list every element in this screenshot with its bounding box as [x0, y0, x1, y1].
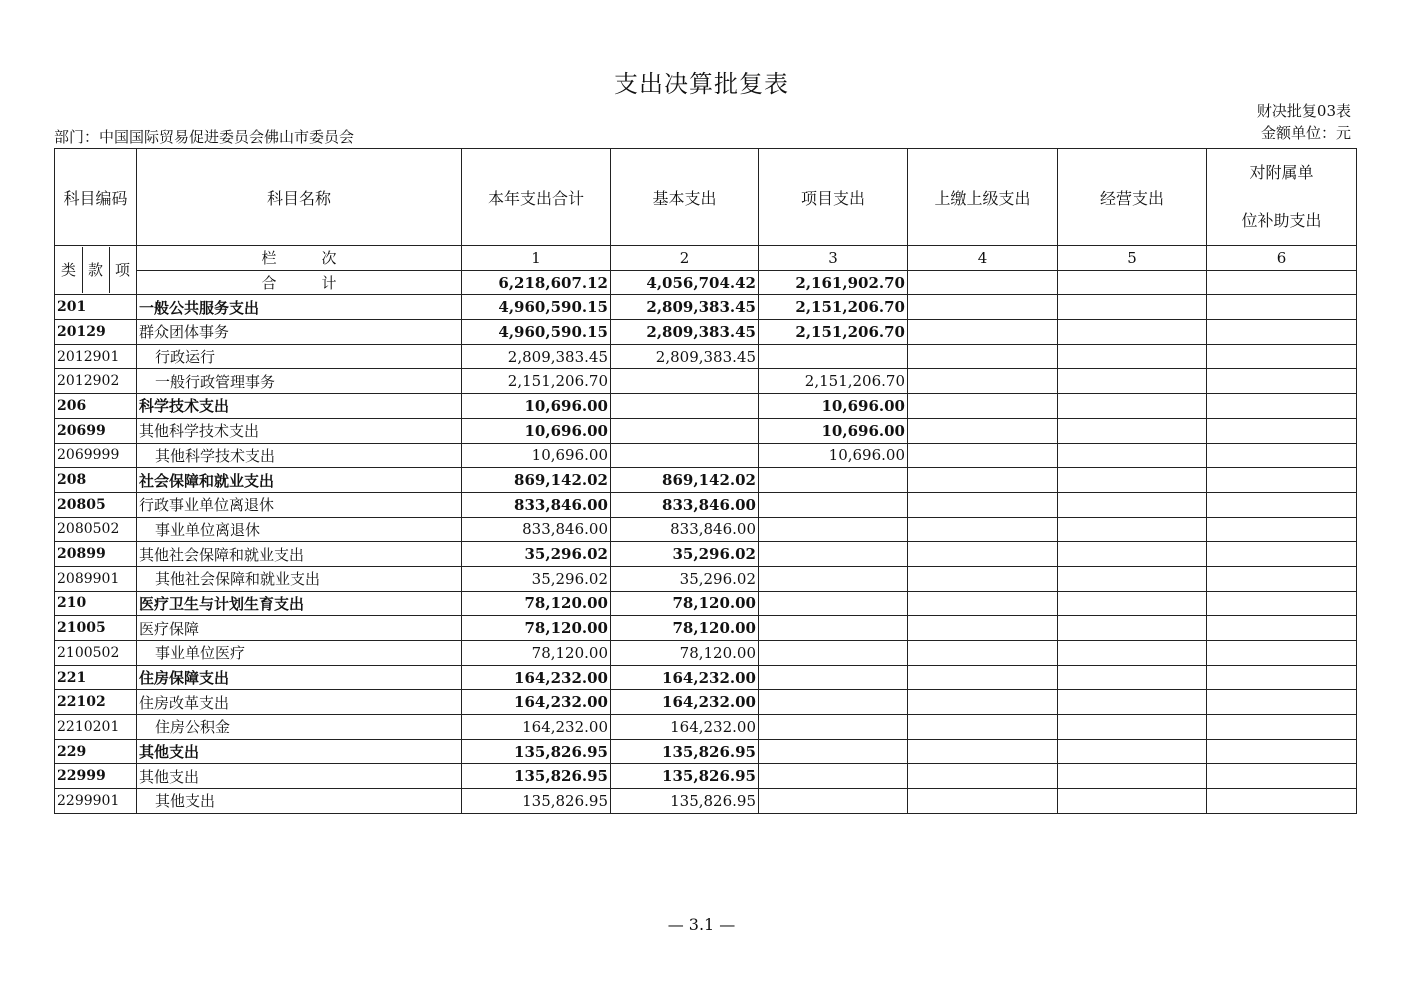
row-basic: 164,232.00	[611, 690, 759, 715]
row-name: 医疗卫生与计划生育支出	[137, 591, 462, 616]
row-total: 135,826.95	[462, 739, 611, 764]
row-project	[759, 641, 908, 666]
row-basic: 135,826.95	[611, 789, 759, 814]
row-upper	[908, 492, 1058, 517]
row-total: 10,696.00	[462, 394, 611, 419]
row-project: 10,696.00	[759, 443, 908, 468]
row-project	[759, 517, 908, 542]
row-project	[759, 616, 908, 641]
row-subsidy	[1207, 344, 1357, 369]
col-index-1: 1	[462, 246, 611, 271]
row-subsidy	[1207, 418, 1357, 443]
row-project	[759, 690, 908, 715]
row-code: 2080502	[55, 517, 137, 542]
row-upper	[908, 715, 1058, 740]
row-project	[759, 492, 908, 517]
row-total: 833,846.00	[462, 492, 611, 517]
row-project: 2,151,206.70	[759, 320, 908, 345]
table-row	[55, 295, 1357, 320]
row-upper	[908, 764, 1058, 789]
row-upper	[908, 789, 1058, 814]
row-project: 10,696.00	[759, 418, 908, 443]
row-subsidy	[1207, 739, 1357, 764]
row-name: 其他科学技术支出	[137, 443, 462, 468]
lei-label: 类	[56, 247, 83, 293]
row-name: 住房保障支出	[137, 665, 462, 690]
category-level-labels	[55, 246, 137, 295]
row-business	[1058, 641, 1207, 666]
table-row	[55, 517, 1357, 542]
row-business	[1058, 320, 1207, 345]
row-name: 行政事业单位离退休	[137, 492, 462, 517]
row-basic: 78,120.00	[611, 616, 759, 641]
lanci-label: 栏 次	[137, 246, 462, 271]
row-business	[1058, 789, 1207, 814]
col-index-5: 5	[1058, 246, 1207, 271]
row-upper	[908, 591, 1058, 616]
kuan-label: 款	[83, 247, 110, 293]
row-project: 10,696.00	[759, 394, 908, 419]
row-basic: 78,120.00	[611, 591, 759, 616]
row-total: 4,960,590.15	[462, 320, 611, 345]
row-code: 210	[55, 591, 137, 616]
row-subsidy	[1207, 468, 1357, 493]
row-code: 2012901	[55, 344, 137, 369]
row-code: 221	[55, 665, 137, 690]
row-project	[759, 566, 908, 591]
row-business	[1058, 443, 1207, 468]
col-index-4: 4	[908, 246, 1058, 271]
row-code: 229	[55, 739, 137, 764]
row-basic: 164,232.00	[611, 665, 759, 690]
row-upper	[908, 295, 1058, 320]
row-business	[1058, 394, 1207, 419]
row-total: 869,142.02	[462, 468, 611, 493]
table-row	[55, 715, 1357, 740]
row-name: 社会保障和就业支出	[137, 468, 462, 493]
row-subsidy	[1207, 566, 1357, 591]
row-subsidy	[1207, 517, 1357, 542]
row-business	[1058, 344, 1207, 369]
row-business	[1058, 492, 1207, 517]
row-basic: 2,809,383.45	[611, 320, 759, 345]
row-total: 833,846.00	[462, 517, 611, 542]
row-project	[759, 789, 908, 814]
row-code: 2210201	[55, 715, 137, 740]
table-row	[55, 394, 1357, 419]
row-basic: 35,296.02	[611, 566, 759, 591]
row-name: 住房改革支出	[137, 690, 462, 715]
row-name: 一般公共服务支出	[137, 295, 462, 320]
col-index-6: 6	[1207, 246, 1357, 271]
header-business: 经营支出	[1058, 149, 1207, 246]
row-total: 35,296.02	[462, 542, 611, 567]
table-row	[55, 764, 1357, 789]
row-total: 78,120.00	[462, 591, 611, 616]
grand-total-business	[1058, 270, 1207, 295]
row-upper	[908, 566, 1058, 591]
department-label: 部门：中国国际贸易促进委员会佛山市委员会	[54, 128, 355, 146]
row-subsidy	[1207, 492, 1357, 517]
row-project	[759, 591, 908, 616]
row-total: 135,826.95	[462, 789, 611, 814]
row-name: 医疗保障	[137, 616, 462, 641]
header-row	[55, 149, 1357, 246]
row-basic	[611, 369, 759, 394]
row-business	[1058, 739, 1207, 764]
header-subsidy	[1207, 149, 1357, 246]
row-code: 2089901	[55, 566, 137, 591]
form-number: 财决批复03表	[1256, 102, 1351, 120]
row-upper	[908, 369, 1058, 394]
row-upper	[908, 616, 1058, 641]
grand-total-row	[55, 270, 1357, 295]
row-total: 35,296.02	[462, 566, 611, 591]
table-row	[55, 320, 1357, 345]
row-project	[759, 468, 908, 493]
header-total: 本年支出合计	[462, 149, 611, 246]
row-business	[1058, 715, 1207, 740]
row-business	[1058, 468, 1207, 493]
row-subsidy	[1207, 789, 1357, 814]
row-business	[1058, 418, 1207, 443]
table-row	[55, 468, 1357, 493]
row-total: 164,232.00	[462, 690, 611, 715]
row-code: 22102	[55, 690, 137, 715]
row-subsidy	[1207, 542, 1357, 567]
col-index-2: 2	[611, 246, 759, 271]
row-subsidy	[1207, 320, 1357, 345]
row-basic: 135,826.95	[611, 739, 759, 764]
table-row	[55, 566, 1357, 591]
row-total: 78,120.00	[462, 641, 611, 666]
row-subsidy	[1207, 764, 1357, 789]
row-name: 一般行政管理事务	[137, 369, 462, 394]
row-code: 22999	[55, 764, 137, 789]
table-row	[55, 665, 1357, 690]
table-row	[55, 418, 1357, 443]
column-index-row	[55, 246, 1357, 271]
row-project: 2,151,206.70	[759, 295, 908, 320]
grand-total-project: 2,161,902.70	[759, 270, 908, 295]
grand-total-total: 6,218,607.12	[462, 270, 611, 295]
row-project: 2,151,206.70	[759, 369, 908, 394]
row-business	[1058, 369, 1207, 394]
amount-unit: 金额单位：元	[1260, 124, 1351, 142]
row-subsidy	[1207, 641, 1357, 666]
row-upper	[908, 418, 1058, 443]
grand-total-basic: 4,056,704.42	[611, 270, 759, 295]
row-business	[1058, 295, 1207, 320]
row-basic: 833,846.00	[611, 492, 759, 517]
col-index-3: 3	[759, 246, 908, 271]
row-name: 其他科学技术支出	[137, 418, 462, 443]
row-basic: 833,846.00	[611, 517, 759, 542]
table-row	[55, 344, 1357, 369]
row-basic: 164,232.00	[611, 715, 759, 740]
row-basic: 35,296.02	[611, 542, 759, 567]
row-upper	[908, 690, 1058, 715]
row-project	[759, 739, 908, 764]
grand-total-label: 合 计	[137, 270, 462, 295]
row-code: 20129	[55, 320, 137, 345]
row-code: 2299901	[55, 789, 137, 814]
row-name: 其他支出	[137, 789, 462, 814]
row-name: 其他社会保障和就业支出	[137, 566, 462, 591]
row-code: 21005	[55, 616, 137, 641]
row-upper	[908, 665, 1058, 690]
row-project	[759, 715, 908, 740]
row-basic: 869,142.02	[611, 468, 759, 493]
row-project	[759, 665, 908, 690]
row-name: 科学技术支出	[137, 394, 462, 419]
row-project	[759, 764, 908, 789]
row-code: 2069999	[55, 443, 137, 468]
row-name: 其他支出	[137, 764, 462, 789]
row-upper	[908, 320, 1058, 345]
header-subsidy-line2: 位补助支出	[1241, 211, 1322, 230]
row-name: 事业单位医疗	[137, 641, 462, 666]
row-upper	[908, 517, 1058, 542]
header-code: 科目编码	[55, 149, 137, 246]
row-basic	[611, 418, 759, 443]
row-subsidy	[1207, 443, 1357, 468]
row-code: 206	[55, 394, 137, 419]
row-name: 群众团体事务	[137, 320, 462, 345]
row-business	[1058, 665, 1207, 690]
table-row	[55, 542, 1357, 567]
row-total: 78,120.00	[462, 616, 611, 641]
row-subsidy	[1207, 715, 1357, 740]
row-upper	[908, 344, 1058, 369]
table-row	[55, 492, 1357, 517]
row-subsidy	[1207, 665, 1357, 690]
row-upper	[908, 468, 1058, 493]
row-subsidy	[1207, 591, 1357, 616]
table-row	[55, 591, 1357, 616]
table-row	[55, 690, 1357, 715]
row-subsidy	[1207, 690, 1357, 715]
row-code: 2100502	[55, 641, 137, 666]
row-upper	[908, 641, 1058, 666]
row-basic: 135,826.95	[611, 764, 759, 789]
row-total: 4,960,590.15	[462, 295, 611, 320]
xiang-label: 项	[114, 261, 130, 280]
grand-total-upper	[908, 270, 1058, 295]
table-row	[55, 739, 1357, 764]
table-row	[55, 616, 1357, 641]
row-name: 其他社会保障和就业支出	[137, 542, 462, 567]
row-name: 其他支出	[137, 739, 462, 764]
row-total: 164,232.00	[462, 715, 611, 740]
row-upper	[908, 542, 1058, 567]
page-number: — 3.1 —	[667, 915, 736, 934]
row-business	[1058, 517, 1207, 542]
grand-total-subsidy	[1207, 270, 1357, 295]
table-row	[55, 789, 1357, 814]
row-total: 135,826.95	[462, 764, 611, 789]
row-basic: 2,809,383.45	[611, 344, 759, 369]
header-name: 科目名称	[137, 149, 462, 246]
row-total: 10,696.00	[462, 418, 611, 443]
row-upper	[908, 739, 1058, 764]
row-basic: 2,809,383.45	[611, 295, 759, 320]
row-code: 208	[55, 468, 137, 493]
row-code: 201	[55, 295, 137, 320]
expenditure-table	[54, 148, 1357, 814]
row-business	[1058, 542, 1207, 567]
row-total: 2,809,383.45	[462, 344, 611, 369]
table-row	[55, 443, 1357, 468]
page-title: 支出决算批复表	[614, 70, 789, 98]
row-business	[1058, 764, 1207, 789]
table-row	[55, 641, 1357, 666]
row-subsidy	[1207, 369, 1357, 394]
row-business	[1058, 591, 1207, 616]
row-basic	[611, 443, 759, 468]
row-business	[1058, 566, 1207, 591]
row-code: 20805	[55, 492, 137, 517]
row-code: 20699	[55, 418, 137, 443]
header-subsidy-line1: 对附属单	[1249, 163, 1314, 182]
row-name: 事业单位离退休	[137, 517, 462, 542]
row-subsidy	[1207, 616, 1357, 641]
row-total: 2,151,206.70	[462, 369, 611, 394]
row-business	[1058, 690, 1207, 715]
row-total: 164,232.00	[462, 665, 611, 690]
header-project: 项目支出	[759, 149, 908, 246]
row-business	[1058, 616, 1207, 641]
row-upper	[908, 394, 1058, 419]
row-basic: 78,120.00	[611, 641, 759, 666]
table-row	[55, 369, 1357, 394]
row-code: 20899	[55, 542, 137, 567]
row-total: 10,696.00	[462, 443, 611, 468]
header-basic: 基本支出	[611, 149, 759, 246]
row-subsidy	[1207, 295, 1357, 320]
row-name: 住房公积金	[137, 715, 462, 740]
row-name: 行政运行	[137, 344, 462, 369]
row-project	[759, 344, 908, 369]
row-subsidy	[1207, 394, 1357, 419]
row-code: 2012902	[55, 369, 137, 394]
header-upper: 上缴上级支出	[908, 149, 1058, 246]
row-basic	[611, 394, 759, 419]
row-upper	[908, 443, 1058, 468]
row-project	[759, 542, 908, 567]
